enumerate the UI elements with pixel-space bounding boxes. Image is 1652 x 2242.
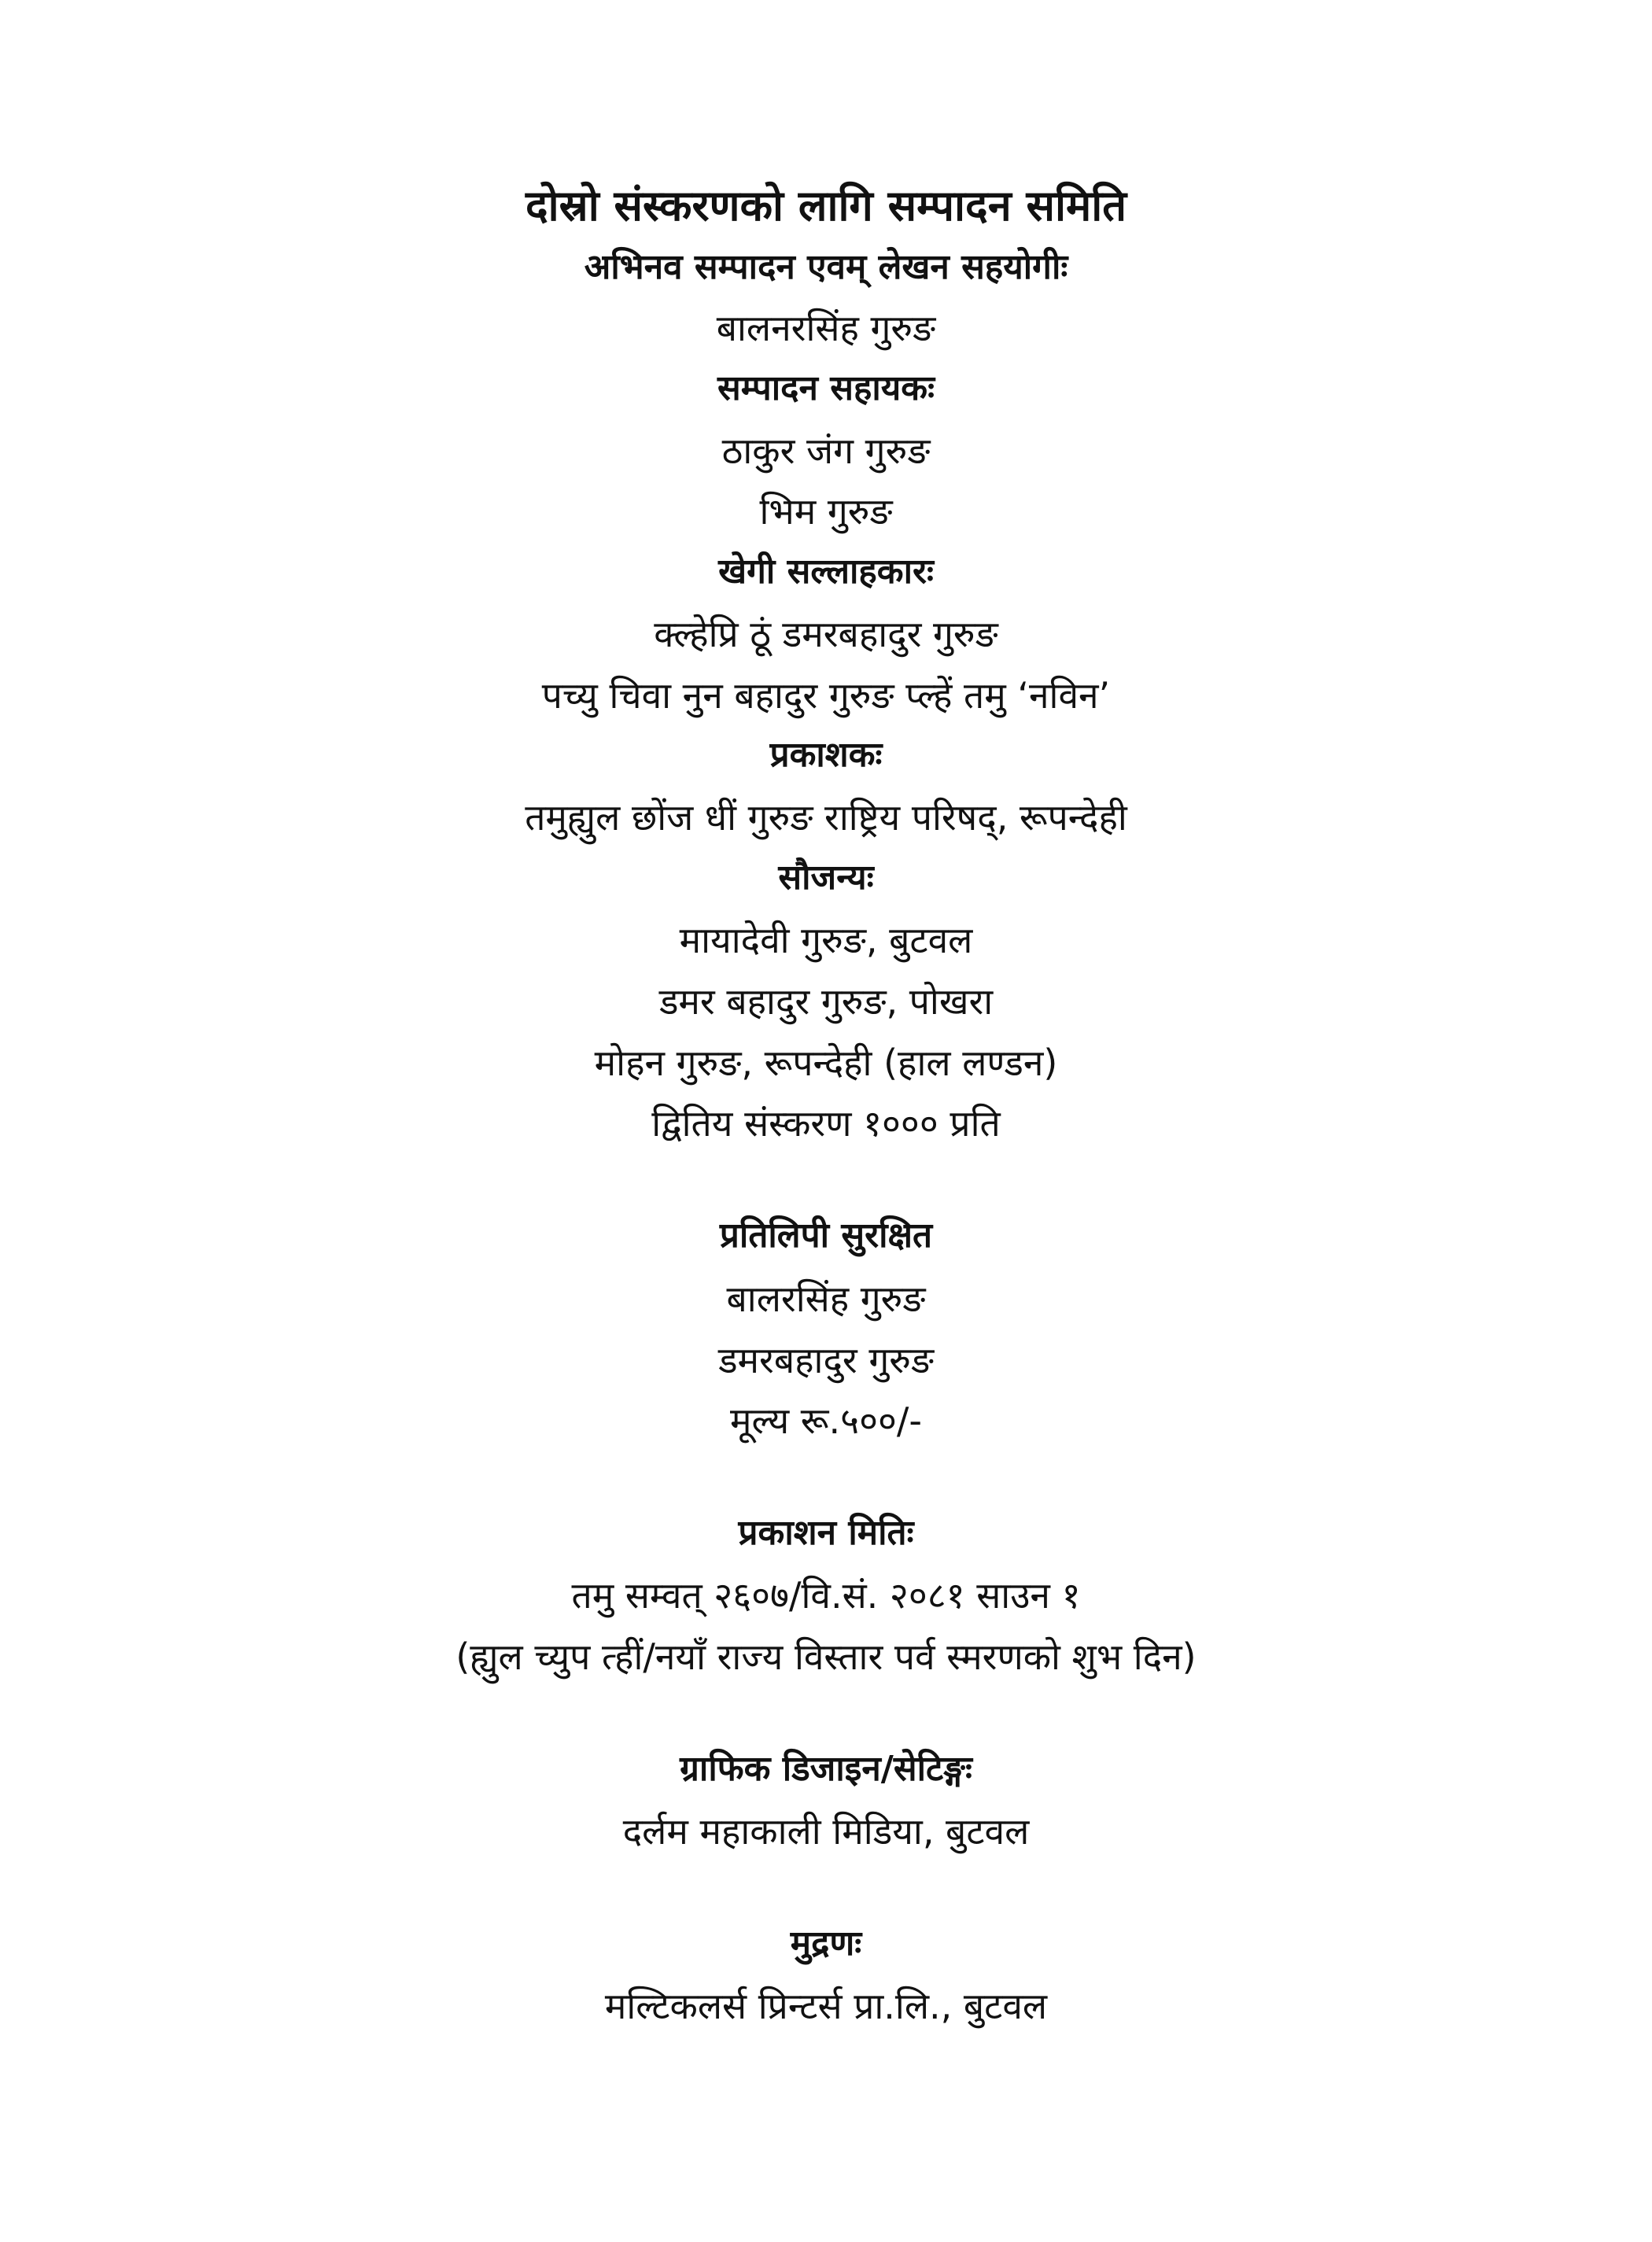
advisor-name: क्ल्हेप्रि ठूं डमरबहादुर गुरुङ <box>654 613 998 655</box>
section-heading-courtesy: सौजन्यः <box>778 857 874 898</box>
graphic-design-credit: दर्लम महाकाली मिडिया, बुटवल <box>622 1810 1030 1853</box>
publication-occasion: (ह्युल च्युप त्हीं/नयाँ राज्य विस्तार पर्व स्मरणको शुभ दिन) <box>455 1635 1197 1678</box>
page-title: दोस्रो संस्करणको लागि सम्पादन समिति <box>525 181 1127 230</box>
courtesy-line: मायादेवी गुरुङ, बुटवल <box>679 919 973 961</box>
courtesy-line: मोहन गुरुङ, रूपन्देही (हाल लण्डन) <box>594 1042 1058 1084</box>
copyright-holder: डमरबहादुर गुरुङ <box>717 1339 935 1381</box>
section-heading-editing-contributor: अभिनव सम्पादन एवम् लेखन सहयोगीः <box>584 247 1068 287</box>
edition-info: द्वितिय संस्करण १००० प्रति <box>651 1102 1001 1145</box>
section-heading-publication-date: प्रकाशन मितिः <box>738 1513 914 1553</box>
section-heading-editing-assistant: सम्पादन सहायकः <box>717 368 935 408</box>
publication-date: तमु सम्वत् २६०७/वि.सं. २०८१ साउन १ <box>571 1574 1081 1617</box>
price: मूल्य रू.५००/- <box>729 1399 923 1442</box>
editing-contributor-name: बालनरसिंह गुरुङ <box>716 307 936 349</box>
section-heading-advisor: खेगी सल्लाहकारः <box>718 551 934 592</box>
printer-credit: मल्टिकलर्स प्रिन्टर्स प्रा.लि., बुटवल <box>604 1985 1048 2027</box>
section-heading-copyright: प्रतिलिपी सुरक्षित <box>719 1215 933 1256</box>
editing-assistant-name: भिम गुरुङ <box>759 490 893 533</box>
section-heading-printing: मुद्रणः <box>790 1923 862 1964</box>
editing-assistant-name: ठाकुर जंग गुरुङ <box>721 430 931 472</box>
section-heading-publisher: प्रकाशकः <box>769 735 883 775</box>
advisor-name: पच्यु चिवा नुन बहादुर गुरुङ प्ल्हें तमु ‘नविन’ <box>541 674 1111 717</box>
courtesy-line: डमर बहादुर गुरुङ, पोखरा <box>658 980 994 1023</box>
copyright-holder: बालरसिंह गुरुङ <box>726 1278 926 1320</box>
section-heading-graphic-design: ग्राफिक डिजाइन/सेटिङ्गः <box>680 1749 972 1789</box>
publisher-name: तमुह्युल छोंज धीं गुरुङ राष्ट्रिय परिषद्, रूपन्देही <box>525 796 1127 839</box>
